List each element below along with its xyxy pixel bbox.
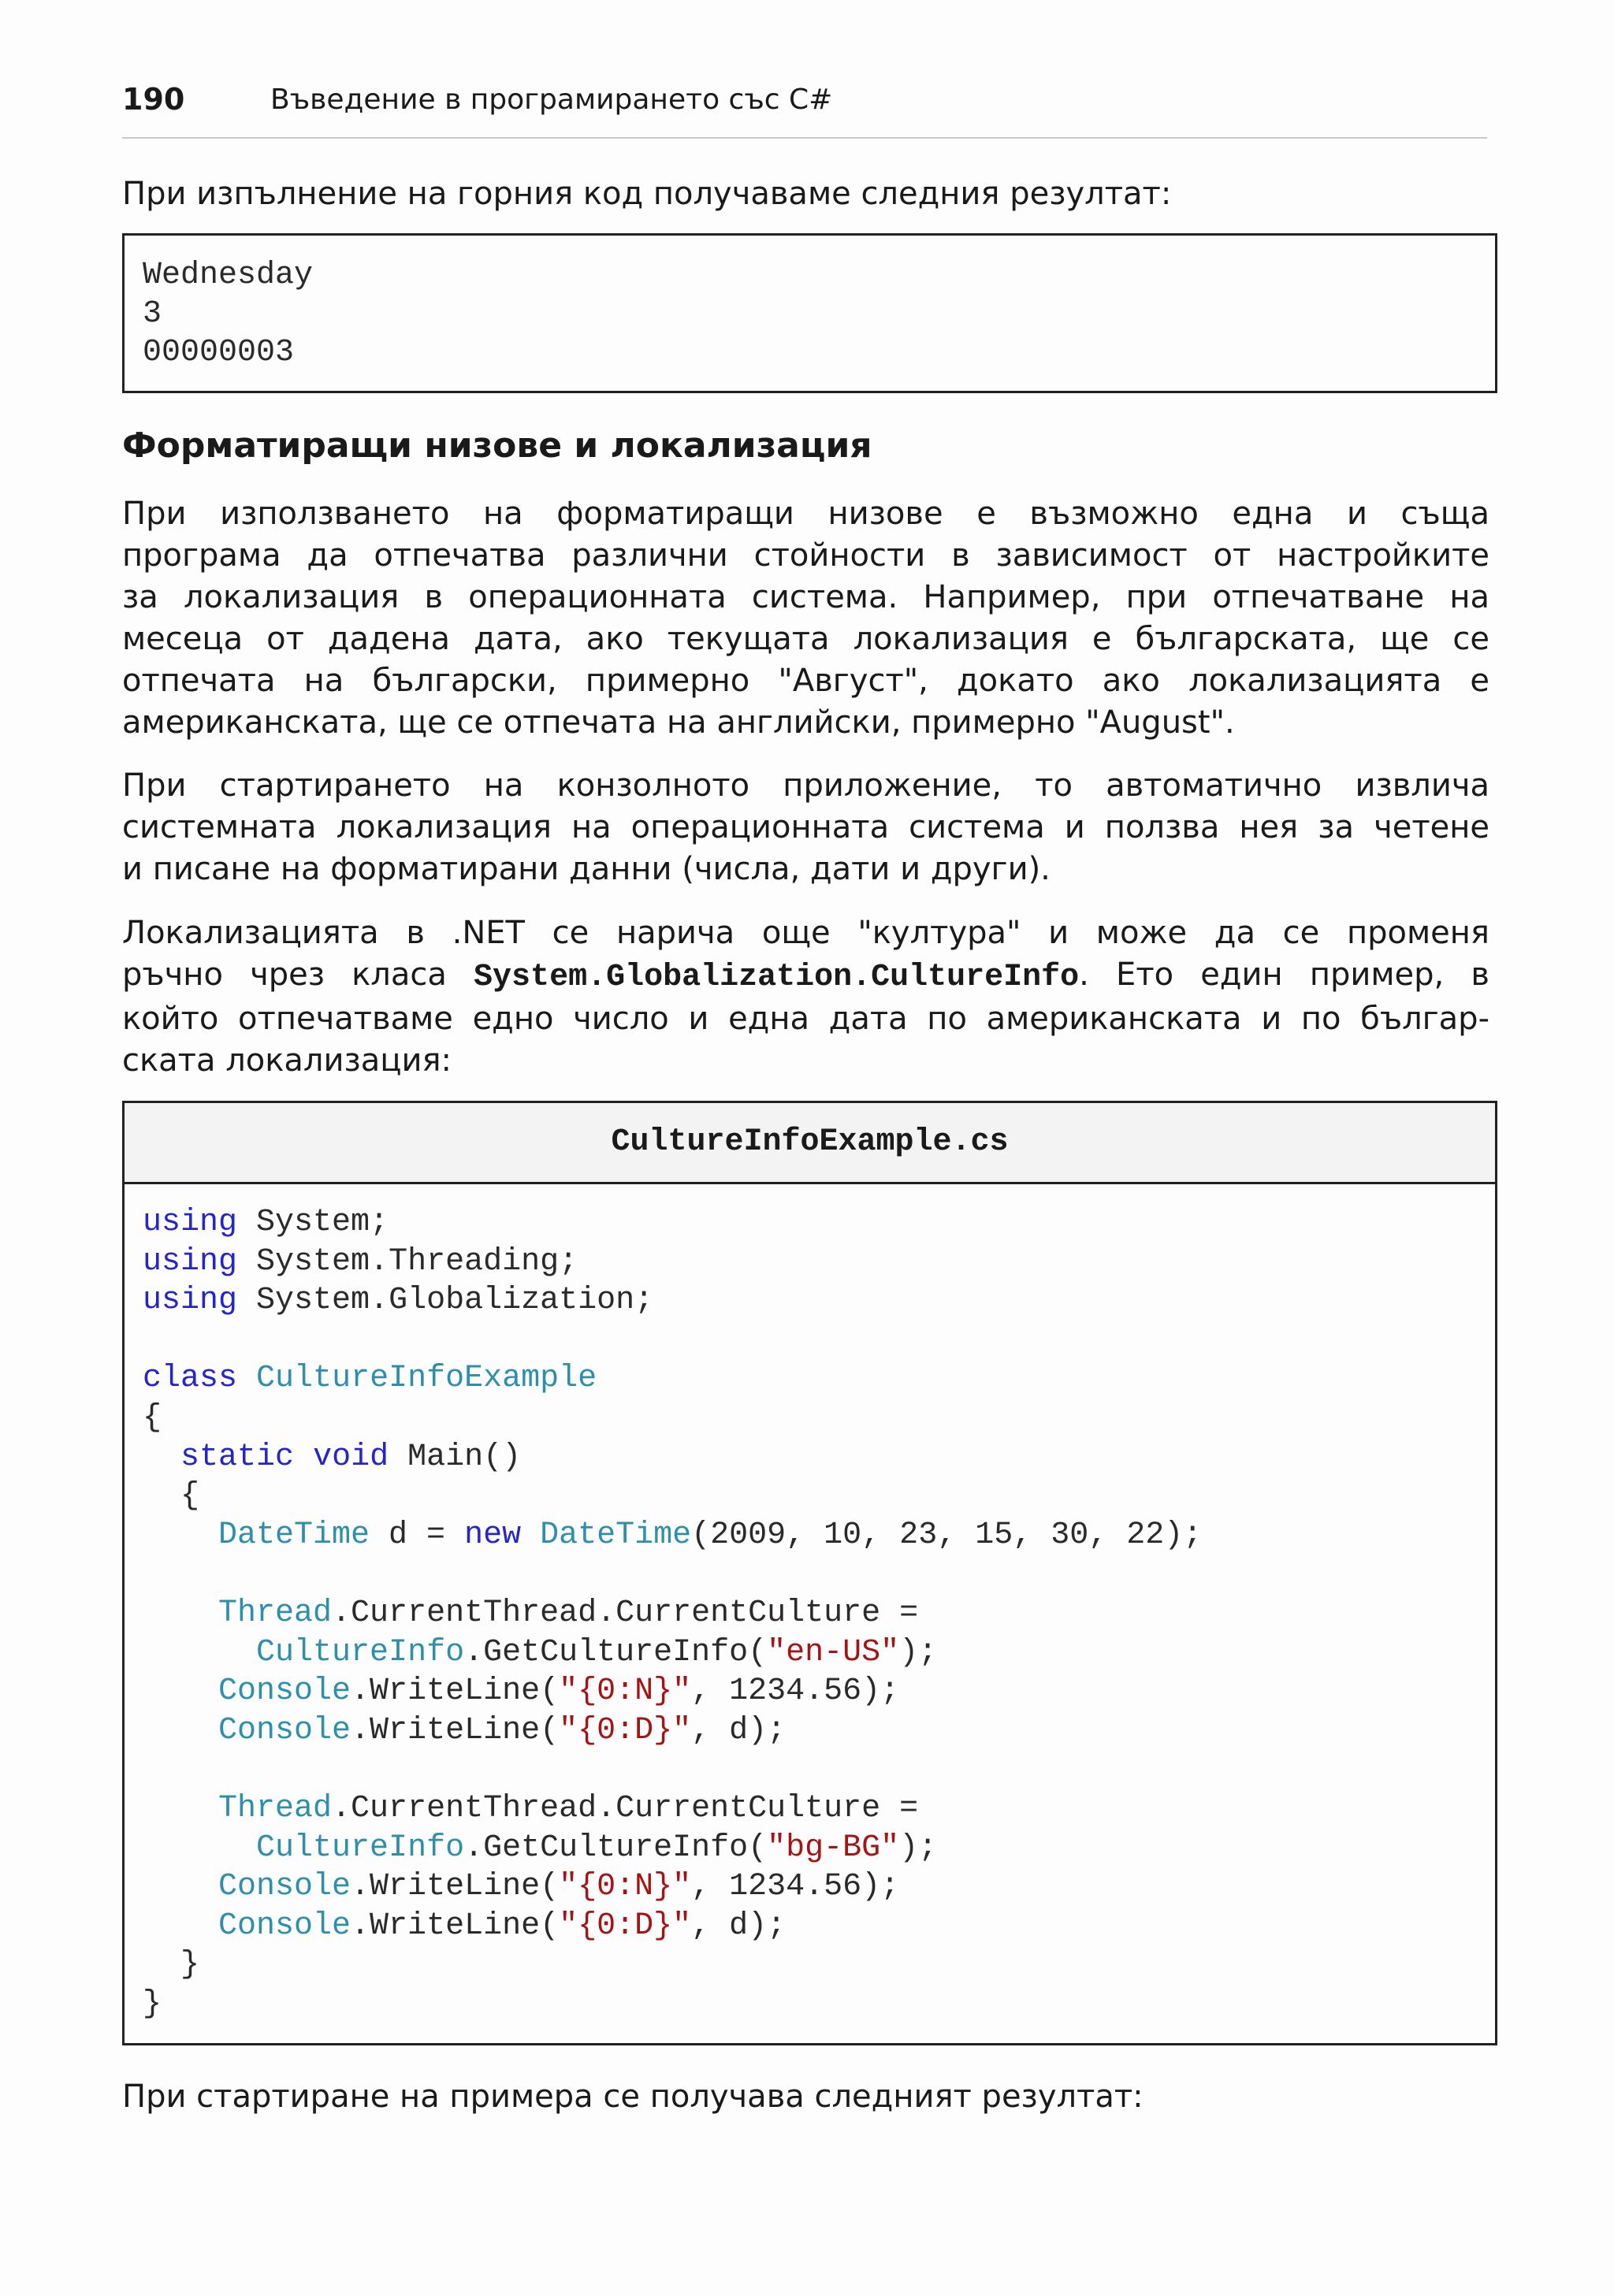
code-line xyxy=(143,1359,1495,1399)
book-title: Въведение в програмирането със C# xyxy=(270,84,833,116)
code-token: System; xyxy=(237,1205,389,1240)
code-line xyxy=(143,1672,1495,1711)
code-line xyxy=(143,1945,1495,1985)
paragraph-line: който отпечатваме едно число и една дата по американската и по българ- xyxy=(122,1001,1489,1037)
code-line xyxy=(143,1243,1495,1282)
paragraph-line: При стартирането на конзолното приложение, то автоматично извлича xyxy=(122,767,1489,804)
code-token: Thread xyxy=(218,1595,333,1631)
code-token: .WriteLine( xyxy=(351,1674,560,1710)
code-token: .GetCultureInfo( xyxy=(464,1830,768,1866)
code-line xyxy=(143,1594,1495,1633)
code-token xyxy=(521,1518,540,1553)
code-token: System.Globalization; xyxy=(237,1283,654,1319)
code-line xyxy=(143,1750,1495,1789)
code-token: "en-US" xyxy=(767,1634,900,1670)
page-number: 190 xyxy=(122,82,185,117)
code-token: { xyxy=(143,1478,200,1514)
code-token xyxy=(294,1440,313,1475)
code-token xyxy=(237,1361,256,1396)
paragraph-line: ската локализация: xyxy=(122,1042,452,1079)
code-token: using xyxy=(143,1243,238,1280)
code-body xyxy=(125,1184,1495,2023)
code-token: ); xyxy=(899,1634,938,1670)
code-token: { xyxy=(143,1399,162,1436)
code-token: System.Threading; xyxy=(237,1243,578,1280)
code-line xyxy=(143,1711,1495,1751)
code-token xyxy=(143,1635,256,1670)
code-token: } xyxy=(143,1986,162,2022)
code-token: Console xyxy=(218,1869,351,1905)
output-line: 00000003 xyxy=(143,335,295,370)
code-token: (2009, 10, 23, 15, 30, 22); xyxy=(691,1517,1203,1553)
paragraph-line xyxy=(122,954,1489,998)
code-token: Thread xyxy=(218,1790,333,1826)
output-line: Wednesday xyxy=(143,258,314,293)
code-line xyxy=(143,1907,1495,1946)
code-line xyxy=(143,1321,1495,1360)
paragraph-line: за локализация в операционната система. Например, при отпечатване на xyxy=(122,579,1489,615)
code-token: , 1234.56); xyxy=(691,1869,900,1905)
code-token: Main() xyxy=(389,1439,522,1475)
text-fragment: ръчно чрез класа xyxy=(122,957,474,993)
code-line xyxy=(143,1281,1495,1321)
code-token xyxy=(143,1908,218,1944)
code-token xyxy=(143,1830,256,1866)
output-line: 3 xyxy=(143,296,162,332)
paragraph-line: месеца от дадена дата, ако текущата локализация е българската, ще се xyxy=(122,621,1489,657)
code-line xyxy=(143,1867,1495,1907)
code-token xyxy=(143,1869,218,1904)
code-token: "{0:N}" xyxy=(559,1674,692,1710)
code-line xyxy=(143,1516,1495,1555)
code-token: , 1234.56); xyxy=(691,1674,900,1710)
code-line xyxy=(143,1829,1495,1868)
inline-code-class-name: System.Globalization.CultureInfo xyxy=(474,960,1080,995)
paragraph-line: отпечата на български, примерно "Август", докато ако локализацията е xyxy=(122,663,1489,699)
code-line xyxy=(143,1985,1495,2024)
code-token xyxy=(143,1596,218,1631)
code-token: CultureInfoExample xyxy=(256,1361,597,1397)
code-line xyxy=(143,1789,1495,1829)
code-line xyxy=(143,1477,1495,1516)
code-token xyxy=(143,1791,218,1826)
code-token: using xyxy=(143,1283,238,1319)
paragraph-line: американската, ще се отпечата на английски, примерно "August". xyxy=(122,704,1235,741)
code-token: "{0:D}" xyxy=(559,1712,692,1748)
code-filename: CultureInfoExample.cs xyxy=(125,1103,1495,1184)
code-token: void xyxy=(313,1439,389,1475)
paragraph-line: Локализацията в .NET се нарича още "култура" и може да се променя xyxy=(122,915,1489,951)
code-token: .GetCultureInfo( xyxy=(464,1634,768,1670)
closing-text: При стартиране на примера се получава следният резултат: xyxy=(122,2079,1144,2115)
code-token: Console xyxy=(218,1674,351,1710)
code-token xyxy=(143,1440,180,1475)
code-token: "{0:D}" xyxy=(559,1908,692,1944)
code-token: DateTime xyxy=(540,1517,692,1553)
code-token: } xyxy=(143,1947,200,1983)
paragraph-localization-intro xyxy=(122,493,1489,744)
code-token xyxy=(143,1674,218,1709)
code-token: CultureInfo xyxy=(256,1634,465,1670)
code-token: "{0:N}" xyxy=(559,1869,692,1905)
code-token: .CurrentThread.CurrentCulture = xyxy=(332,1595,919,1631)
output-box xyxy=(122,233,1497,393)
paragraph-culture xyxy=(122,912,1489,1082)
text-fragment: . Ето един пример, в xyxy=(1079,957,1489,993)
code-line xyxy=(143,1203,1495,1243)
code-token: .WriteLine( xyxy=(351,1869,560,1905)
paragraph-line: и писане на форматирани данни (числа, дати и други). xyxy=(122,851,1051,887)
code-token xyxy=(143,1713,218,1748)
code-listing-box xyxy=(122,1101,1497,2045)
code-token: "bg-BG" xyxy=(767,1830,900,1866)
code-token: , d); xyxy=(691,1908,787,1944)
code-token: using xyxy=(143,1205,238,1240)
code-line xyxy=(143,1555,1495,1594)
paragraph-line: При използването на форматиращи низове е възможно една и съща xyxy=(122,496,1489,532)
code-token: d = xyxy=(370,1517,465,1553)
code-line xyxy=(143,1399,1495,1438)
paragraph-line: системната локализация на операционната система и ползва нея за четене xyxy=(122,809,1489,845)
code-token: , d); xyxy=(691,1712,787,1748)
code-token: new xyxy=(464,1517,522,1553)
code-token: .WriteLine( xyxy=(351,1908,560,1944)
code-line xyxy=(143,1633,1495,1673)
code-token: CultureInfo xyxy=(256,1830,465,1866)
code-token: Console xyxy=(218,1908,351,1944)
paragraph-console-startup xyxy=(122,765,1489,890)
page-header xyxy=(122,82,1487,139)
code-token: Console xyxy=(218,1712,351,1748)
code-token: DateTime xyxy=(218,1517,370,1553)
paragraph-line: програма да отпечатва различни стойности в зависимост от настройките xyxy=(122,537,1489,574)
intro-text: При изпълнение на горния код получаваме следния резултат: xyxy=(122,176,1172,212)
code-token xyxy=(143,1518,218,1553)
code-token: .WriteLine( xyxy=(351,1712,560,1748)
code-token: .CurrentThread.CurrentCulture = xyxy=(332,1790,919,1826)
section-heading: Форматиращи низове и локализация xyxy=(122,425,872,466)
code-token: ); xyxy=(899,1830,938,1866)
code-token: class xyxy=(143,1361,238,1397)
code-line xyxy=(143,1438,1495,1477)
code-token: static xyxy=(180,1439,295,1475)
